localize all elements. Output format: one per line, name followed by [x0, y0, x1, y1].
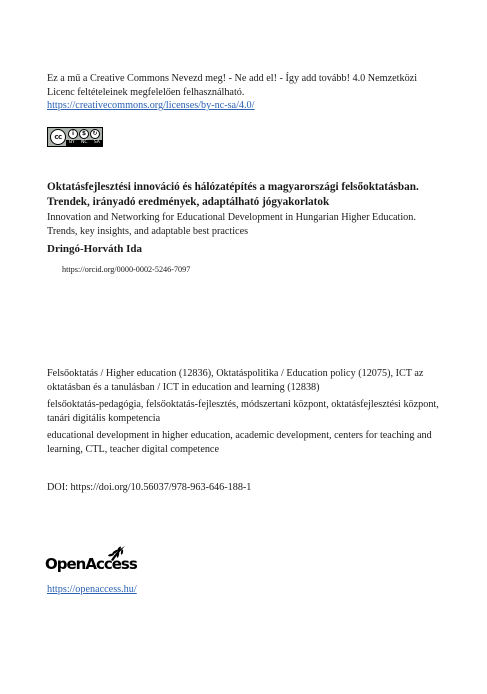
license-link[interactable]: https://creativecommons.org/licenses/by-nc-sa/4.0/: [47, 100, 255, 112]
license-line-2: Licenc feltételeinek megfelelően felhasználható.: [47, 86, 245, 98]
cc-by-nc-sa-badge[interactable]: [47, 127, 103, 147]
keywords-en: educational development in higher education, academic development, centers for teaching and learning, CTL, teacher digital competence: [47, 430, 432, 455]
license-line-1: Ez a mű a Creative Commons Nevezd meg! - Ne add el! - Így add tovább! 4.0 Nemzetközi: [47, 73, 418, 84]
open-access-logo: [45, 546, 145, 574]
open-access-wordmark: OpenAccess: [45, 555, 137, 573]
subject-categories: Felsőoktatás / Higher education (12836), Oktatáspolitika / Education policy (12075), ICT az oktatásban és a tanulásban / ICT in education and learning (12838): [47, 368, 424, 393]
cc-icon: cc: [50, 129, 66, 145]
sharealike-icon: ↻: [90, 129, 100, 139]
author-name: Dringó-Horváth Ida: [47, 243, 143, 255]
work-subtitle: Innovation and Networking for Educational Development in Hungarian Higher Education. Trends, key insights, and adaptable best practices: [47, 212, 416, 237]
keywords-hu: felsőoktatás-pedagógia, felsőoktatás-fejlesztés, módszertani központ, oktatásfejlesztési központ, tanári digitális kompetencia: [47, 399, 439, 424]
open-access-link[interactable]: https://openaccess.hu/: [47, 584, 137, 595]
attribution-icon: i: [68, 129, 78, 139]
doi: DOI: https://doi.org/10.56037/978-963-646-188-1: [47, 482, 252, 493]
noncommercial-icon: $: [79, 129, 89, 139]
orcid-link[interactable]: https://orcid.org/0000-0002-5246-7097: [62, 265, 191, 274]
work-title: Oktatásfejlesztési innováció és hálózatépítés a magyarországi felsőoktatásban. Trendek, irányadó eredmények, adaptálható jógyakorlatok: [47, 181, 419, 208]
license-text: [47, 72, 457, 113]
cc-badge-labels: BY NC SA: [66, 140, 103, 146]
